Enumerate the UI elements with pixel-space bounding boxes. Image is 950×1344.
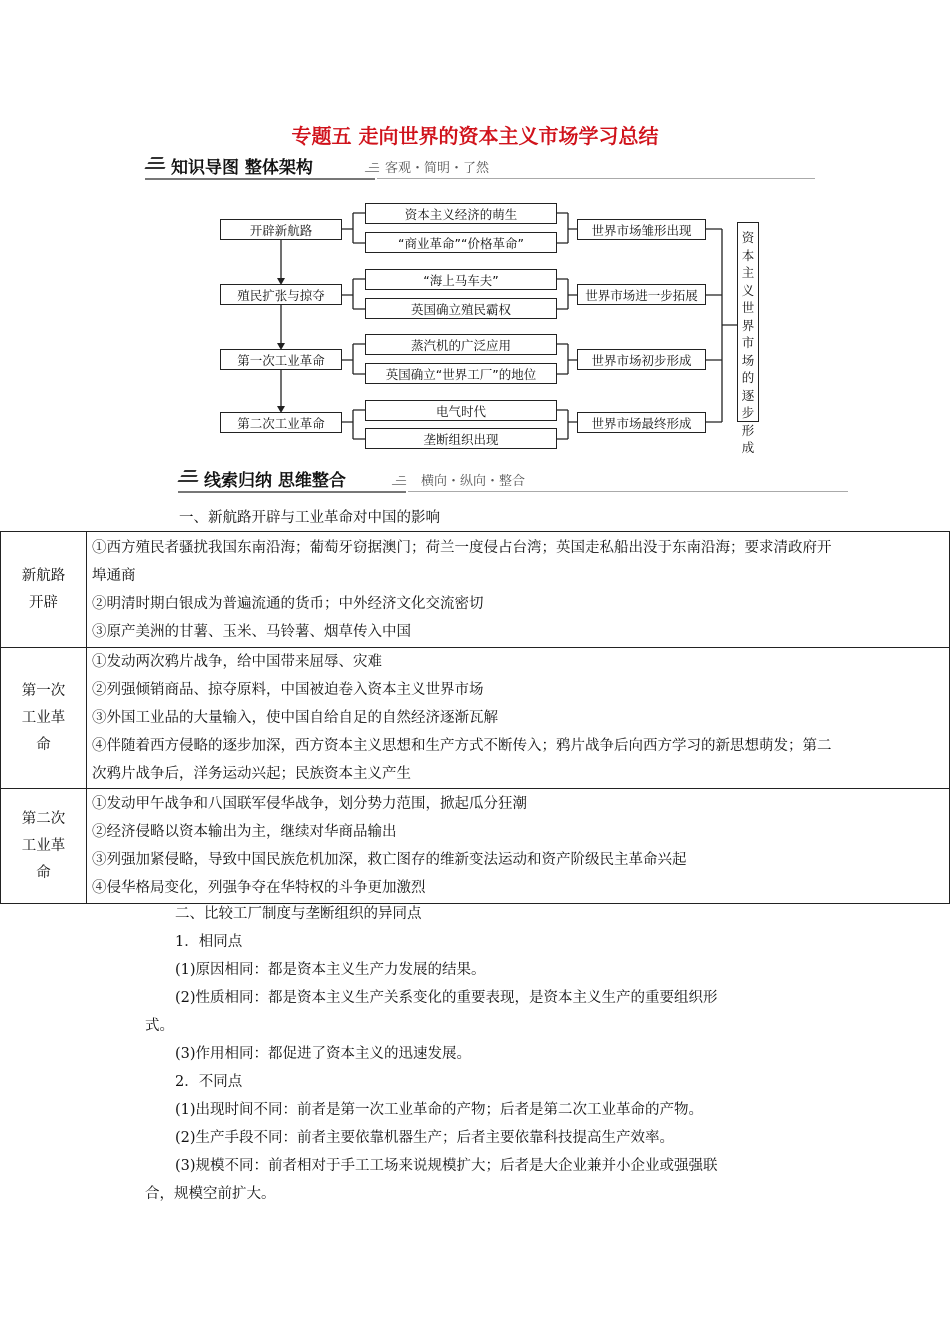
diagram-right-box: 世界市场雏形出现: [577, 219, 706, 240]
content-line: ③列强加紧侵略，导致中国民族危机加深，救亡图存的维新变法运动和资产阶级民主革命兴起: [92, 852, 687, 868]
final-char: 成: [741, 440, 755, 455]
row-header: [1, 648, 87, 789]
diff-heading: 2．不同点: [175, 1074, 243, 1090]
diagram-left-box: 殖民扩张与掠夺: [220, 284, 342, 305]
diagram-left-box: 第二次工业革命: [220, 412, 342, 433]
diff-point: (1)出现时间不同：前者是第一次工业革命的产物；后者是第二次工业革命的产物。: [175, 1102, 704, 1118]
diagram-middle-box: 资本主义经济的萌生: [365, 203, 557, 224]
row-header-line: 命: [36, 864, 51, 881]
diagram-left-box: 第一次工业革命: [220, 349, 342, 370]
part1-heading: 一、新航路开辟与工业革命对中国的影响: [179, 510, 440, 526]
final-char: 主: [741, 265, 755, 280]
content-line: ③外国工业品的大量输入，使中国自给自足的自然经济逐渐瓦解: [92, 710, 498, 726]
diagram-right-box: 世界市场初步形成: [577, 349, 706, 370]
content-line: 次鸦片战争后，洋务运动兴起；民族资本主义产生: [92, 766, 411, 782]
row-header-line: 命: [36, 736, 51, 753]
part2-heading: 二、比较工厂制度与垄断组织的异同点: [175, 906, 422, 922]
diff-point: (3)规模不同：前者相对于手工工场来说规模扩大；后者是大企业兼并小企业或强强联: [175, 1158, 718, 1174]
impact-table: [0, 531, 950, 904]
section-header-subtitle: 横向・纵向・整合: [421, 474, 526, 489]
final-char: 形: [741, 422, 755, 438]
row-header-line: 新航路: [21, 567, 66, 584]
diagram-middle-box: 电气时代: [365, 400, 557, 421]
diagram-left-box: 开辟新航路: [220, 219, 342, 240]
final-char: 场: [741, 352, 755, 368]
content-line: ④伴随着西方侵略的逐步加深，西方资本主义思想和生产方式不断传入；鸦片战争后向西方学习的新思想萌发；第二: [92, 738, 832, 754]
content-line: ②经济侵略以资本输出为主，继续对华商品输出: [92, 824, 397, 840]
row-header-line: 第一次: [21, 682, 66, 699]
content-line: ①发动甲午战争和八国联军侵华战争，划分势力范围，掀起瓜分狂潮: [92, 796, 527, 812]
divider: [408, 491, 848, 492]
diff-point-continued: 合，规模空前扩大。: [145, 1186, 276, 1202]
final-char: 世: [741, 300, 755, 315]
diagram-middle-box: 英国确立殖民霸权: [365, 298, 557, 319]
table-row: [1, 789, 950, 904]
row-content: [87, 532, 950, 648]
same-point: (3)作用相同：都促进了资本主义的迅速发展。: [175, 1046, 472, 1062]
header-small-stripes-icon: [390, 474, 406, 488]
content-line: 埠通商: [92, 567, 136, 584]
divider: [178, 491, 406, 493]
diagram-middle-box: 英国确立“世界工厂”的地位: [365, 363, 557, 384]
same-point: (1)原因相同：都是资本主义生产力发展的结果。: [175, 962, 486, 978]
final-char: 市: [741, 335, 755, 350]
diagram-middle-box: “海上马车夫”: [365, 269, 557, 290]
section-header-subtitle: 客观・简明・了然: [385, 161, 490, 176]
row-content: [87, 648, 950, 789]
final-char: 界: [741, 317, 755, 333]
final-char: 步: [741, 405, 755, 420]
content-line: ②列强倾销商品、掠夺原料，中国被迫卷入资本主义世界市场: [92, 682, 484, 698]
row-header: [1, 532, 87, 648]
row-header-line: 工业革: [21, 709, 66, 726]
final-char: 义: [741, 282, 755, 298]
section-header-title: 线索归纳 思维整合: [204, 471, 346, 491]
table-row: [1, 532, 950, 648]
final-char: 本: [741, 247, 755, 263]
diff-point: (2)生产手段不同：前者主要依靠机器生产；后者主要依靠科技提高生产效率。: [175, 1130, 675, 1146]
diagram-middle-box: 蒸汽机的广泛应用: [365, 334, 557, 355]
row-header-line: 开辟: [29, 594, 58, 611]
same-point: (2)性质相同：都是资本主义生产关系变化的重要表现，是资本主义生产的重要组织形: [175, 990, 718, 1006]
content-line: ①发动两次鸦片战争，给中国带来屈辱、灾难: [92, 654, 382, 670]
row-header-line: 工业革: [21, 837, 66, 854]
page-title: 专题五 走向世界的资本主义市场学习总结: [291, 124, 659, 148]
row-header: [1, 789, 87, 904]
content-line: ④侵华格局变化，列强争夺在华特权的斗争更加激烈: [92, 880, 426, 896]
table-row: [1, 648, 950, 789]
diagram-middle-box: 垄断组织出现: [365, 428, 557, 449]
diagram-middle-box: “商业革命”“价格革命”: [365, 232, 557, 253]
header-stripes-icon: [178, 468, 200, 486]
section-header-title: 知识导图 整体架构: [171, 158, 313, 178]
final-char: 资: [741, 230, 755, 245]
diagram-final-box: [737, 222, 759, 455]
diagram-right-box: 世界市场最终形成: [577, 412, 706, 433]
same-point-continued: 式。: [145, 1018, 174, 1034]
final-char: 逐: [741, 387, 755, 403]
content-line: ③原产美洲的甘薯、玉米、马铃薯、烟草传入中国: [92, 623, 411, 640]
content-line: ①西方殖民者骚扰我国东南沿海；葡萄牙窃据澳门；荷兰一度侵占台湾；英国走私船出没于东南沿海；要求清政府开: [92, 539, 832, 556]
final-char: 的: [741, 370, 755, 385]
content-line: ②明清时期白银成为普遍流通的货币；中外经济文化交流密切: [92, 595, 484, 612]
same-heading: 1．相同点: [175, 934, 243, 950]
row-content: [87, 789, 950, 904]
section-header-clues: [178, 466, 848, 492]
diagram-right-box: 世界市场进一步拓展: [577, 284, 706, 305]
row-header-line: 第二次: [21, 810, 66, 827]
